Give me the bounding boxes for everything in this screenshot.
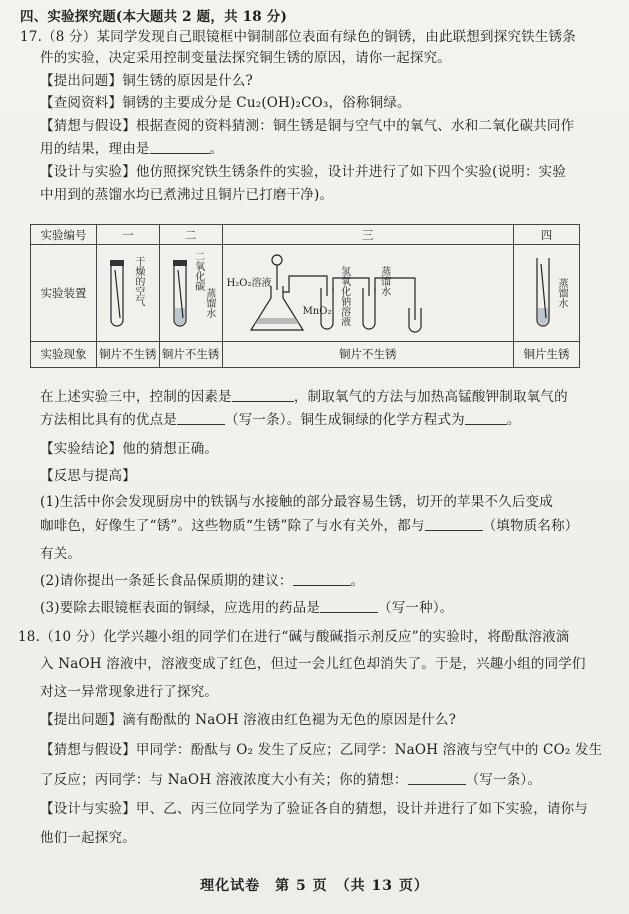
q17-line-15: 有关。 bbox=[40, 546, 82, 562]
apparatus-1 bbox=[96, 245, 159, 341]
q17-line-14-text: 咖啡色，好像生了“锈”。这些物质“生锈”除了与水有关外，都与 bbox=[40, 518, 425, 534]
answer-blank[interactable] bbox=[320, 600, 378, 613]
q17-line-6 bbox=[40, 140, 629, 158]
q17-line-2: 件的实验，决定采用控制变量法探究铜生锈的原因，请你一起探究。 bbox=[40, 50, 451, 66]
oxygen-apparatus-icon bbox=[227, 248, 509, 338]
answer-blank[interactable] bbox=[408, 772, 466, 785]
answer-blank[interactable] bbox=[150, 141, 210, 154]
q17-line-16-end: 。 bbox=[350, 573, 365, 589]
q18-line-6-text: 了反应；丙同学：与 NaOH 溶液浓度大小有关；你的猜想： bbox=[40, 772, 408, 788]
page-footer: 理化试卷 第 5 页 （共 13 页） bbox=[200, 878, 429, 894]
q18-line-8: 他们一起探究。 bbox=[40, 830, 136, 846]
experiment-table bbox=[30, 224, 580, 368]
q17-line-6-text: 用的结果，理由是 bbox=[40, 141, 150, 157]
q17-line-10 bbox=[40, 411, 629, 429]
q18-line-4: 【提出问题】滴有酚酞的 NaOH 溶液由红色褪为无色的原因是什么? bbox=[40, 712, 457, 728]
section-title: 四、实验探究题(本大题共 2 题，共 18 分) bbox=[20, 9, 288, 25]
test-tube-water-icon bbox=[515, 248, 578, 338]
q17-line-16-text: (2)请你提出一条延长食品保质期的建议： bbox=[40, 573, 293, 589]
apparatus-3 bbox=[222, 245, 513, 341]
q17-line-10-mid: （写一条）。铜生成铜绿的化学方程式为 bbox=[225, 412, 465, 428]
answer-blank[interactable] bbox=[232, 389, 294, 402]
label-mno2: MnO₂ bbox=[302, 305, 332, 317]
label-co2: 二氧化碳 bbox=[192, 250, 204, 291]
q17-line-14-end: （填物质名称） bbox=[482, 518, 579, 534]
result-4: 铜片生锈 bbox=[514, 341, 580, 367]
q18-line-1: 18.（10 分）化学兴趣小组的同学们在进行“碱与酸碱指示剂反应”的实验时，将酚酞溶液滴 bbox=[18, 629, 570, 645]
test-tube-dry-air-icon bbox=[98, 248, 158, 338]
label-dry-air: 干燥的空气 bbox=[132, 255, 144, 306]
answer-blank[interactable] bbox=[465, 412, 507, 425]
exp-number-1: 一 bbox=[96, 225, 159, 245]
row-header-apparatus: 实验装置 bbox=[31, 245, 97, 341]
label-naoh-3: 氢氧化钠溶液 bbox=[338, 265, 350, 326]
q17-line-14 bbox=[40, 517, 629, 535]
q18-line-5: 【猜想与假设】甲同学：酚酞与 O₂ 发生了反应；乙同学：NaOH 溶液与空气中的 CO₂ 发生 bbox=[40, 742, 603, 758]
q17-line-13: (1)生活中你会发现厨房中的铁锅与水接触的部分最容易生锈，切开的苹果不久后变成 bbox=[40, 494, 553, 510]
apparatus-4 bbox=[514, 245, 580, 341]
q18-line-7: 【设计与实验】甲、乙、丙三位同学为了验证各自的猜想，设计并进行了如下实验，请你与 bbox=[40, 801, 588, 817]
label-water-3: 蒸馏水 bbox=[378, 265, 390, 296]
row-header-result: 实验现象 bbox=[31, 341, 97, 367]
q17-line-9-end: ，制取氧气的方法与加热高锰酸钾制取氧气的 bbox=[293, 389, 568, 405]
q17-line-3: 【提出问题】铜生锈的原因是什么? bbox=[40, 73, 253, 89]
q17-line-7: 【设计与实验】他仿照探究铁生锈条件的实验，设计并进行了如下四个实验(说明：实验 bbox=[40, 164, 567, 180]
q18-line-6 bbox=[40, 771, 629, 789]
q17-line-9-text: 在上述实验三中，控制的因素是 bbox=[40, 389, 232, 405]
q17-line-8: 中用到的蒸馏水均已煮沸过且铜片已打磨干净)。 bbox=[40, 187, 334, 203]
result-1: 铜片不生锈 bbox=[96, 341, 159, 367]
row-header-number: 实验编号 bbox=[31, 225, 97, 245]
label-h2o2: H₂O₂溶液 bbox=[226, 277, 272, 289]
q17-line-16 bbox=[40, 572, 629, 590]
q17-line-4: 【查阅资料】铜锈的主要成分是 Cu₂(OH)₂CO₃，俗称铜绿。 bbox=[40, 95, 411, 111]
answer-blank[interactable] bbox=[425, 518, 483, 531]
q17-line-10-text: 方法相比具有的优点是 bbox=[40, 412, 177, 428]
apparatus-2 bbox=[159, 245, 222, 341]
q17-line-10-end: 。 bbox=[506, 412, 521, 428]
q18-line-6-end: （写一条）。 bbox=[465, 772, 542, 788]
q17-line-1: 17.（8 分）某同学发现自己眼镜框中铜制部位表面有绿色的铜锈，由此联想到探究铁生锈条 bbox=[20, 29, 576, 45]
q18-line-2: 入 NaOH 溶液中，溶液变成了红色，但过一会儿红色却消失了。于是，兴趣小组的同学们 bbox=[40, 656, 586, 672]
label-water-2: 蒸馏水 bbox=[203, 287, 215, 318]
q17-line-11: 【实验结论】他的猜想正确。 bbox=[40, 441, 219, 457]
exp-number-3: 三 bbox=[222, 225, 513, 245]
answer-blank[interactable] bbox=[293, 573, 351, 586]
q17-line-17-end: （写一种）。 bbox=[378, 600, 454, 616]
q17-line-6-end: 。 bbox=[209, 141, 224, 157]
q17-line-9 bbox=[40, 388, 629, 406]
q17-line-5: 【猜想与假设】根据查阅的资料猜测：铜生锈是铜与空气中的氧气、水和二氧化碳共同作 bbox=[40, 118, 575, 134]
exp-number-2: 二 bbox=[159, 225, 222, 245]
q17-line-17 bbox=[40, 599, 629, 617]
exp-number-4: 四 bbox=[514, 225, 580, 245]
q17-line-12: 【反思与提高】 bbox=[40, 468, 136, 484]
q18-line-3: 对这一异常现象进行了探究。 bbox=[40, 684, 219, 700]
result-2: 铜片不生锈 bbox=[159, 341, 222, 367]
result-3: 铜片不生锈 bbox=[222, 341, 513, 367]
label-water-4: 蒸馏水 bbox=[556, 277, 568, 308]
q17-line-17-text: (3)要除去眼镜框表面的铜绿，应选用的药品是 bbox=[40, 600, 321, 616]
answer-blank[interactable] bbox=[177, 412, 225, 425]
